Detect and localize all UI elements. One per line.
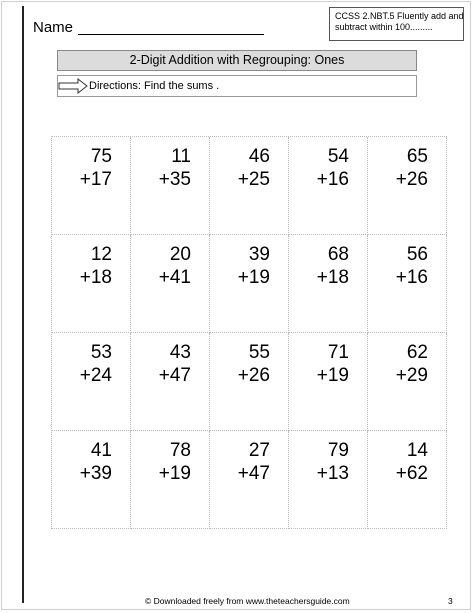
addend-top: 11	[171, 146, 191, 167]
addend-bottom: +18	[79, 267, 112, 288]
addend-bottom: +26	[237, 365, 270, 386]
addend-top: 39	[248, 244, 270, 265]
addend-top: 65	[406, 146, 428, 167]
addend-bottom: +19	[316, 365, 349, 386]
addition-problem	[396, 145, 428, 191]
name-label: Name	[33, 19, 74, 36]
addend-top: 79	[327, 440, 349, 461]
addend-top: 12	[90, 244, 112, 265]
addend-top: 78	[169, 440, 191, 461]
problem-cell	[289, 333, 368, 431]
addend-top: 75	[90, 146, 112, 167]
margin-line	[22, 6, 24, 603]
page-number: 3	[448, 596, 453, 606]
addition-problem	[80, 145, 112, 191]
addend-bottom: +62	[395, 463, 428, 484]
problem-cell	[52, 235, 131, 333]
ccss-line-1: CCSS 2.NBT.5 Fluently add and	[335, 11, 464, 21]
worksheet-title: 2-Digit Addition with Regrouping: Ones	[57, 50, 417, 71]
addend-top: 62	[406, 342, 428, 363]
addition-problem	[80, 341, 112, 387]
addend-bottom: +24	[79, 365, 112, 386]
name-line	[78, 34, 264, 35]
problem-cell	[368, 333, 447, 431]
addend-top: 56	[406, 244, 428, 265]
problem-cell	[210, 235, 289, 333]
addition-problem	[159, 145, 191, 191]
addend-top: 46	[248, 146, 270, 167]
problem-cell	[131, 333, 210, 431]
addend-top: 53	[90, 342, 112, 363]
addend-bottom: +26	[395, 169, 428, 190]
addition-problem	[238, 439, 270, 485]
addend-top: 41	[90, 440, 112, 461]
addend-top: 20	[169, 244, 191, 265]
addend-bottom: +19	[158, 463, 191, 484]
addition-problem	[396, 341, 428, 387]
addend-top: 71	[327, 342, 349, 363]
addition-problem	[159, 341, 191, 387]
problem-cell	[210, 431, 289, 529]
addend-bottom: +16	[395, 267, 428, 288]
problem-cell	[289, 431, 368, 529]
addition-problem	[317, 439, 349, 485]
problem-cell	[210, 333, 289, 431]
problem-cell	[368, 431, 447, 529]
problem-cell	[289, 235, 368, 333]
addition-problem	[238, 243, 270, 289]
addend-top: 68	[327, 244, 349, 265]
addend-top: 54	[327, 146, 349, 167]
addend-bottom: +16	[316, 169, 349, 190]
problem-cell	[131, 137, 210, 235]
addend-bottom: +39	[79, 463, 112, 484]
problem-cell	[52, 137, 131, 235]
addend-bottom: +18	[316, 267, 349, 288]
addend-bottom: +35	[158, 169, 191, 190]
addend-bottom: +19	[237, 267, 270, 288]
addend-bottom: +13	[316, 463, 349, 484]
addition-problem	[159, 439, 191, 485]
addition-problem	[80, 439, 112, 485]
arrow-right-icon	[58, 78, 88, 94]
addition-problem	[317, 243, 349, 289]
addend-bottom: +17	[79, 169, 112, 190]
problem-cell	[131, 235, 210, 333]
problem-cell	[368, 235, 447, 333]
addend-bottom: +47	[237, 463, 270, 484]
addend-top: 55	[248, 342, 270, 363]
ccss-line-2: subtract within 100.........	[335, 22, 433, 32]
problem-cell	[52, 431, 131, 529]
directions-text: Directions: Find the sums .	[89, 80, 220, 92]
addition-problem	[396, 439, 428, 485]
addition-problem	[159, 243, 191, 289]
addend-top: 27	[248, 440, 270, 461]
addend-bottom: +29	[395, 365, 428, 386]
addition-problem	[317, 145, 349, 191]
problem-cell	[368, 137, 447, 235]
addition-problem	[317, 341, 349, 387]
footer-credit: © Downloaded freely from www.theteachersguide.com	[145, 596, 350, 606]
addend-bottom: +47	[158, 365, 191, 386]
addition-problem	[238, 341, 270, 387]
addend-bottom: +25	[237, 169, 270, 190]
addend-top: 14	[406, 440, 428, 461]
addition-problem	[396, 243, 428, 289]
problem-cell	[210, 137, 289, 235]
problem-grid	[51, 136, 447, 529]
problem-cell	[289, 137, 368, 235]
addend-bottom: +41	[158, 267, 191, 288]
addend-top: 43	[169, 342, 191, 363]
addition-problem	[238, 145, 270, 191]
problem-cell	[131, 431, 210, 529]
problem-cell	[52, 333, 131, 431]
addition-problem	[80, 243, 112, 289]
directions-box	[57, 75, 417, 97]
ccss-standard-box	[329, 7, 464, 41]
